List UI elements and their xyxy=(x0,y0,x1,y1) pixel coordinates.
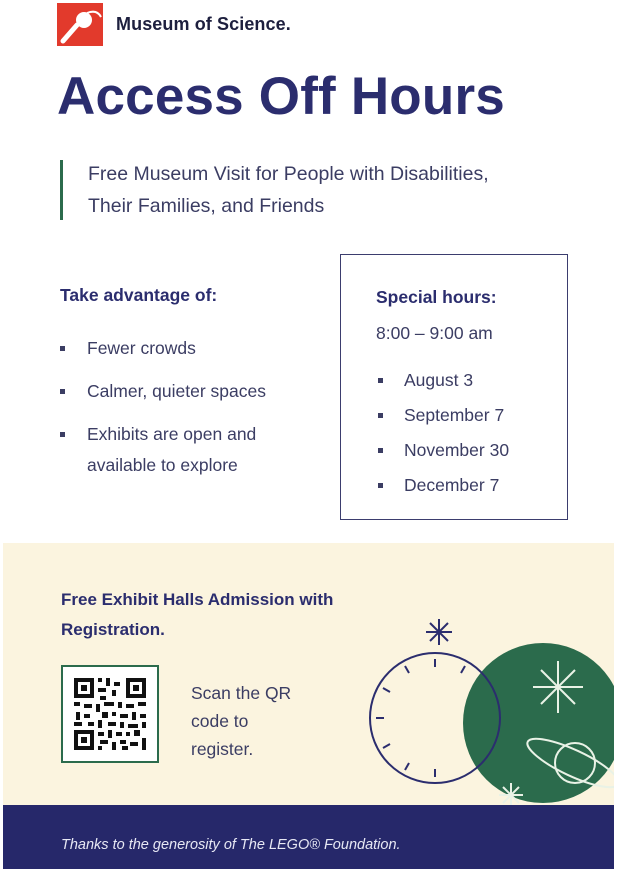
list-item xyxy=(60,419,320,481)
date-text: November 30 xyxy=(404,440,510,460)
scan-instructions: Scan the QR code to register. xyxy=(191,683,292,759)
page-title: Access Off Hours xyxy=(57,67,505,126)
bullet-icon xyxy=(378,413,383,418)
bullet-icon xyxy=(378,378,383,383)
advantages-list xyxy=(60,333,320,493)
bullet-icon xyxy=(60,389,65,394)
advantage-text: Calmer, quieter spaces xyxy=(87,381,266,401)
list-item xyxy=(376,468,509,503)
footer-credit: Thanks to the generosity of The LEGO® Foundation. xyxy=(61,837,401,853)
advantage-text: Fewer crowds xyxy=(87,338,196,358)
dates-list xyxy=(376,363,509,503)
list-item xyxy=(60,333,320,364)
bullet-icon xyxy=(378,483,383,488)
bullet-icon xyxy=(378,448,383,453)
list-item xyxy=(60,376,320,407)
advantages-heading: Take advantage of: xyxy=(60,285,218,305)
special-hours-time: 8:00 – 9:00 am xyxy=(376,323,493,343)
qr-code-icon[interactable] xyxy=(61,665,159,763)
special-hours-box xyxy=(340,254,568,520)
list-item xyxy=(376,398,509,433)
decorative-illustration xyxy=(353,573,614,805)
registration-panel xyxy=(3,543,614,805)
subtitle-accent-bar xyxy=(60,160,63,220)
footer xyxy=(3,805,614,869)
advantage-text: Exhibits are open and available to explore xyxy=(87,424,257,475)
green-circle-icon xyxy=(463,643,614,803)
special-hours-heading: Special hours: xyxy=(376,287,497,307)
brand-name: Museum of Science. xyxy=(116,14,291,34)
bullet-icon xyxy=(60,432,65,437)
museum-logo-icon xyxy=(57,3,103,46)
registration-heading: Free Exhibit Halls Admission with Registration. xyxy=(61,590,334,639)
date-text: August 3 xyxy=(404,370,474,390)
date-text: September 7 xyxy=(404,405,505,425)
subtitle: Free Museum Visit for People with Disabilities, Their Families, and Friends xyxy=(88,163,489,217)
bullet-icon xyxy=(60,346,65,351)
star-icon xyxy=(426,619,452,645)
list-item xyxy=(376,433,509,468)
list-item xyxy=(376,363,509,398)
date-text: December 7 xyxy=(404,475,500,495)
